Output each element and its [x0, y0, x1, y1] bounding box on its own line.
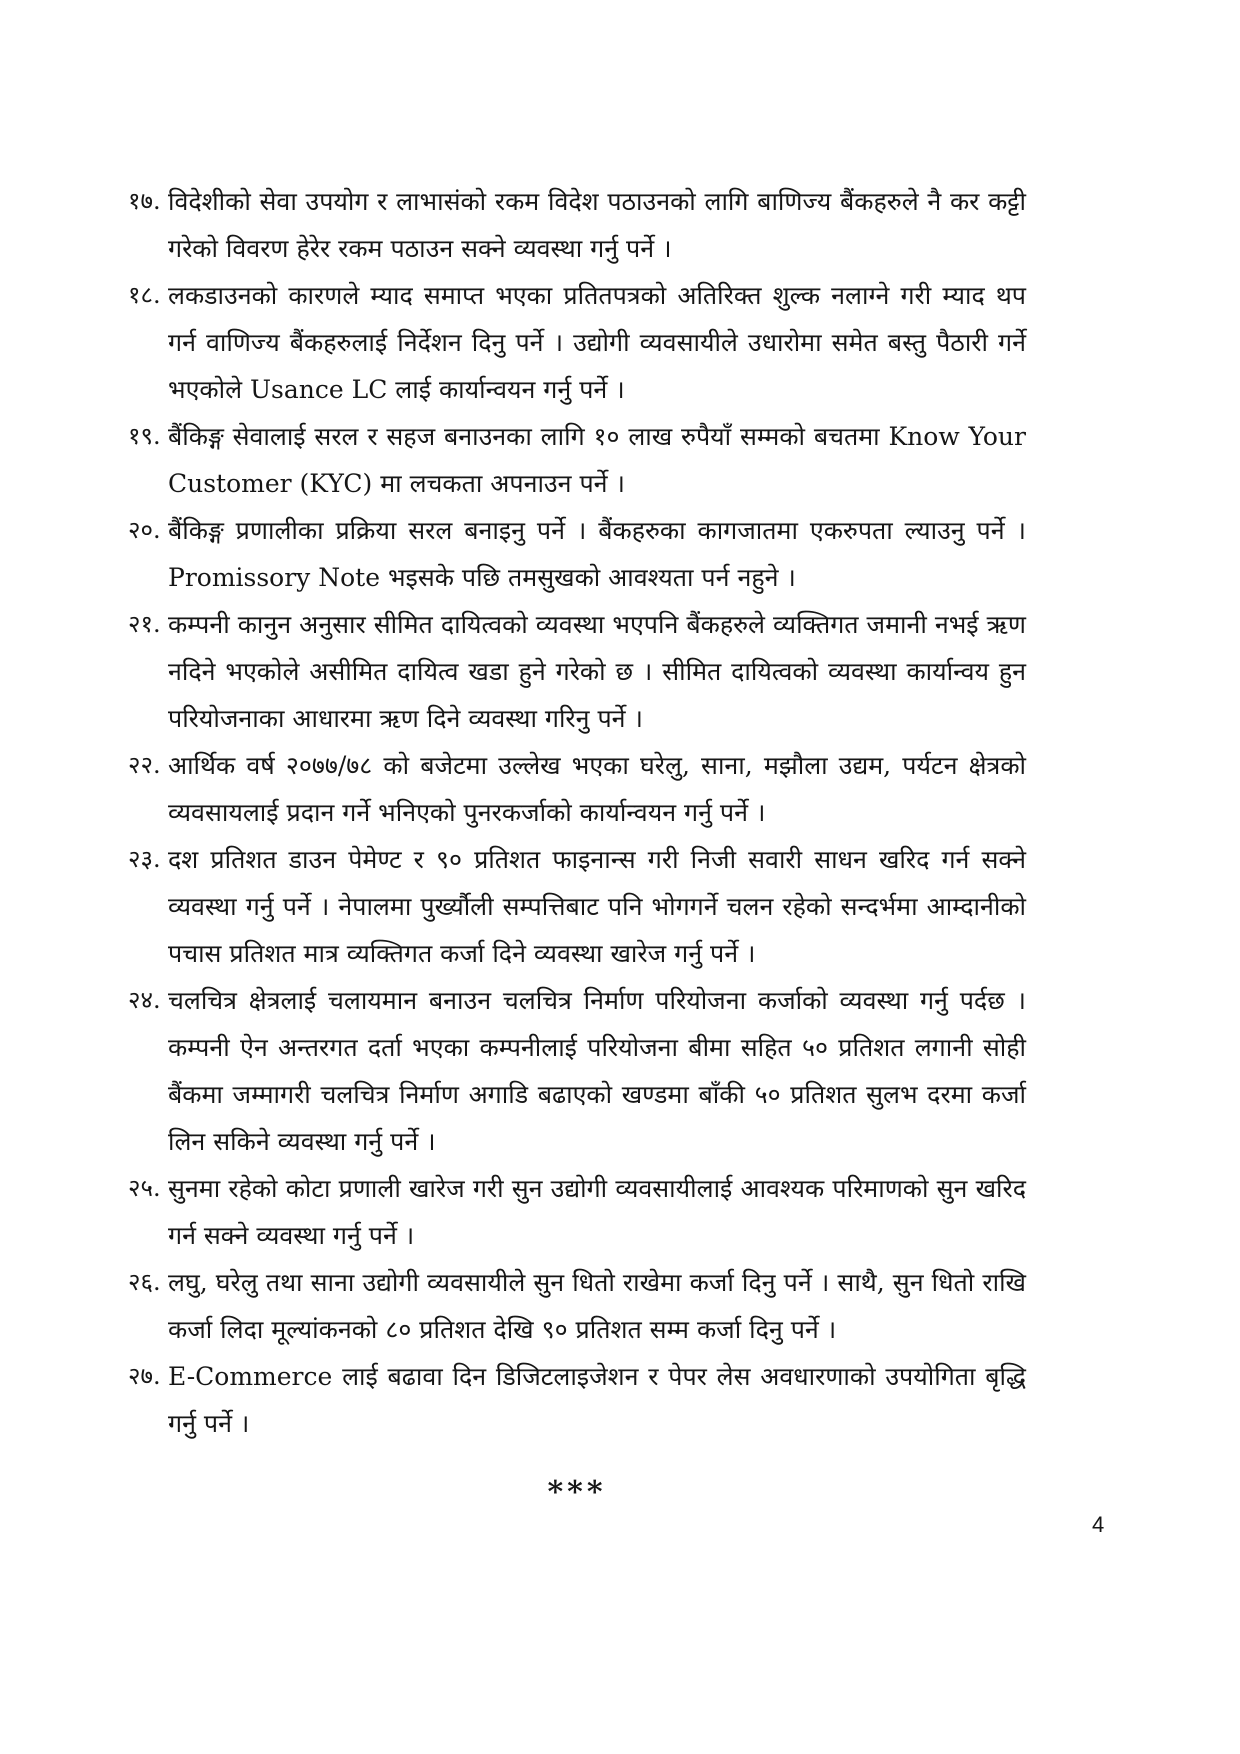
list-item: [128, 1259, 1026, 1353]
list-item: [128, 272, 1026, 413]
item-text: बैंकिङ्ग सेवालाई सरल र सहज बनाउनका लागि १० लाख रुपैयाँ सम्मको बचतमा Know Your Customer (KYC) मा लचकता अपनाउन पर्ने ।: [168, 422, 1026, 498]
item-text: कम्पनी कानुन अनुसार सीमित दायित्वको व्यवस्था भएपनि बैंकहरुले व्यक्तिगत जमानी नभई ऋण नदिने भएकोले असीमित दायित्व खडा हुने गरेको छ । सीमित दायित्वको व्यवस्था कार्यान्वय हुन परियोजनाका आधारमा ऋण दिने व्यवस्था गरिनु पर्ने ।: [168, 610, 1026, 733]
item-text: दश प्रतिशत डाउन पेमेण्ट र ९० प्रतिशत फाइनान्स गरी निजी सवारी साधन खरिद गर्न सक्ने व्यवस्था गर्नु पर्ने । नेपालमा पुर्ख्यौली सम्पत्तिबाट पनि भोगगर्ने चलन रहेको सन्दर्भमा आम्दानीको पचास प्रतिशत मात्र व्यक्तिगत कर्जा दिने व्यवस्था खारेज गर्नु पर्ने ।: [168, 845, 1026, 968]
end-mark: ***: [547, 1475, 607, 1510]
item-number: २२.: [128, 751, 161, 779]
item-text: आर्थिक वर्ष २०७७/७८ को बजेटमा उल्लेख भएका घरेलु, साना, मझौला उद्यम, पर्यटन क्षेत्रको व्यवसायलाई प्रदान गर्ने भनिएको पुनरकर्जाको कार्यान्वयन गर्नु पर्ने ।: [168, 751, 1026, 827]
item-number: २४.: [128, 986, 161, 1014]
item-number: १९.: [128, 422, 161, 450]
item-text: लकडाउनको कारणले म्याद समाप्त भएका प्रतितपत्रको अतिरिक्त शुल्क नलाग्ने गरी म्याद थप गर्न वाणिज्य बैंकहरुलाई निर्देशन दिनु पर्ने । उद्योगी व्यवसायीले उधारोमा समेत बस्तु पैठारी गर्ने भएकोले Usance LC लाई कार्यान्वयन गर्नु पर्ने ।: [168, 281, 1026, 404]
item-number: २७.: [128, 1362, 161, 1390]
item-text: लघु, घरेलु तथा साना उद्योगी व्यवसायीले सुन धितो राखेमा कर्जा दिनु पर्ने । साथै, सुन धितो राखि कर्जा लिदा मूल्यांकनको ८० प्रतिशत देखि ९० प्रतिशत सम्म कर्जा दिनु पर्ने ।: [168, 1268, 1026, 1344]
item-number: १७.: [128, 187, 161, 215]
item-number: २६.: [128, 1268, 161, 1296]
list-item: [128, 413, 1026, 507]
item-number: १८.: [128, 281, 161, 309]
list-item: [128, 977, 1026, 1165]
item-text: E-Commerce लाई बढावा दिन डिजिटलाइजेशन र पेपर लेस अवधारणाको उपयोगिता बृद्धि गर्नु पर्ने ।: [168, 1362, 1026, 1438]
item-text: बैंकिङ्ग प्रणालीका प्रक्रिया सरल बनाइनु पर्ने । बैंकहरुका कागजातमा एकरुपता ल्याउनु पर्ने । Promissory Note भइसके पछि तमसुखको आवश्यता पर्न नहुने ।: [168, 516, 1026, 592]
item-number: २५.: [128, 1174, 161, 1202]
numbered-list: [128, 178, 1026, 1510]
item-number: २१.: [128, 610, 161, 638]
item-text: चलचित्र क्षेत्रलाई चलायमान बनाउन चलचित्र निर्माण परियोजना कर्जाको व्यवस्था गर्नु पर्दछ । कम्पनी ऐन अन्तरगत दर्ता भएका कम्पनीलाई परियोजना बीमा सहित ५० प्रतिशत लगानी सोही बैंकमा जम्मागरी चलचित्र निर्माण अगाडि बढाएको खण्डमा बाँकी ५० प्रतिशत सुलभ दरमा कर्जा लिन सकिने व्यवस्था गर्नु पर्ने ।: [168, 986, 1026, 1156]
list-item: [128, 1165, 1026, 1259]
list-item: [128, 507, 1026, 601]
item-number: २३.: [128, 845, 161, 873]
list-item: [128, 742, 1026, 836]
item-text: सुनमा रहेको कोटा प्रणाली खारेज गरी सुन उद्योगी व्यवसायीलाई आवश्यक परिमाणको सुन खरिद गर्न सक्ने व्यवस्था गर्नु पर्ने ।: [168, 1174, 1026, 1250]
item-number: २०.: [128, 516, 161, 544]
page-number: 4: [1092, 1512, 1105, 1537]
list-item: [128, 1353, 1026, 1447]
item-text: विदेशीको सेवा उपयोग र लाभासंको रकम विदेश पठाउनको लागि बाणिज्य बैंकहरुले नै कर कट्टी गरेको विवरण हेरेर रकम पठाउन सक्ने व्यवस्था गर्नु पर्ने ।: [168, 187, 1026, 263]
list-item: [128, 178, 1026, 272]
list-item: [128, 836, 1026, 977]
list-item: [128, 601, 1026, 742]
